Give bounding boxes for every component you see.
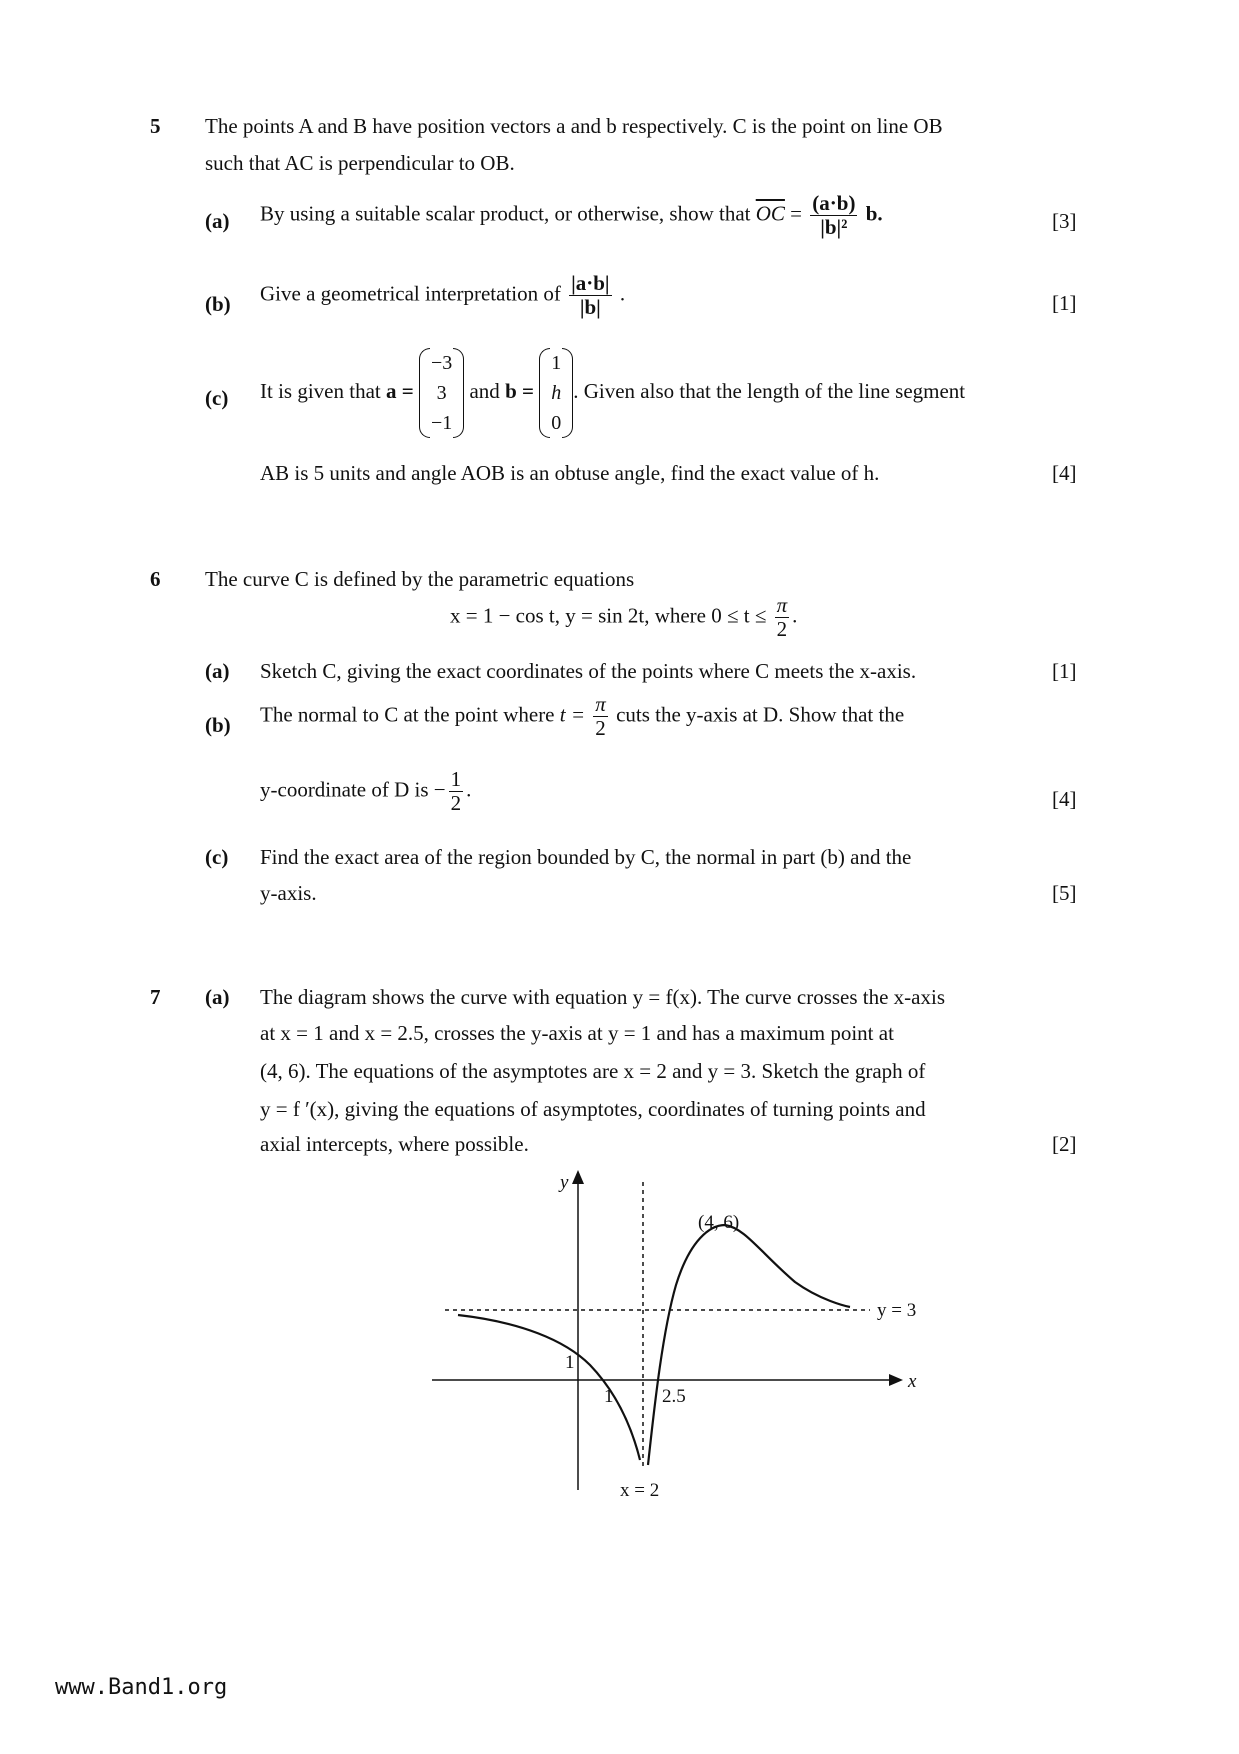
q7a-line: The diagram shows the curve with equation y = f(x). The curve crosses the x-axis	[260, 985, 946, 1009]
q5a-frac-num: (a·b)	[812, 191, 856, 215]
q5c-text-end: . Given also that the length of the line segment	[573, 378, 966, 403]
q6-intro: The curve C is defined by the parametric equations	[205, 567, 635, 591]
q5c-b-comp: 1	[551, 352, 562, 374]
q5a-frac-den: |b|²	[820, 215, 848, 240]
q6b-t-eq: t =	[559, 702, 586, 727]
q6b-ans-den: 2	[450, 791, 462, 816]
q5c-marks: [4]	[1052, 461, 1077, 485]
q5c-label: (c)	[205, 386, 229, 410]
q7a-marks: [2]	[1052, 1132, 1077, 1156]
q6b-frac-den: 2	[595, 716, 606, 741]
q5a-marks: [3]	[1052, 209, 1077, 233]
q5-number: 5	[150, 114, 161, 138]
q5b-marks: [1]	[1052, 291, 1077, 315]
q5c-line2: AB is 5 units and angle AOB is an obtuse angle, find the exact value of h.	[260, 461, 880, 485]
q5c-b-comp: 0	[551, 412, 562, 434]
q5b-statement: Give a geometrical interpretation of	[260, 281, 561, 306]
graph-horizontal-asymptote-label: y = 3	[877, 1300, 917, 1321]
q6a-marks: [1]	[1052, 659, 1077, 683]
q5c-and: and	[469, 378, 500, 403]
q5c-a-comp: −1	[430, 412, 453, 434]
q5c-b-var: b =	[505, 378, 534, 403]
q6-eq-frac-den: 2	[776, 617, 788, 642]
curve-right-branch	[648, 1225, 850, 1465]
q5a-statement: By using a suitable scalar product, or otherwise, show that	[260, 201, 751, 226]
q6-eq-end: .	[792, 603, 798, 628]
graph-y-axis-label: y	[560, 1172, 569, 1193]
graph-vertical-asymptote-label: x = 2	[620, 1480, 660, 1501]
q5c-a-var: a =	[385, 378, 414, 403]
y-axis-arrow-icon	[572, 1170, 584, 1184]
q6b-frac-num: π	[595, 692, 606, 716]
q5b-frac-den: |b|	[579, 295, 601, 320]
q7a-line: (4, 6). The equations of the asymptotes are x = 2 and y = 3. Sketch the graph of	[260, 1059, 926, 1083]
x-axis-arrow-icon	[889, 1374, 903, 1386]
q7a-line: axial intercepts, where possible.	[260, 1132, 529, 1156]
q6-number: 6	[150, 567, 161, 591]
q6b-text2: cuts the y-axis at D. Show that the	[616, 702, 905, 727]
q7a-line: y = f ′(x), giving the equations of asymptotes, coordinates of turning points and	[260, 1097, 926, 1121]
q6c-marks: [5]	[1052, 881, 1077, 905]
graph-x-intercept-label: 1	[604, 1386, 614, 1407]
q5a-label: (a)	[205, 209, 230, 233]
graph-x-intercept-label: 2.5	[662, 1386, 686, 1407]
q5b-label: (b)	[205, 292, 231, 316]
q6a-label: (a)	[205, 659, 230, 683]
q5a-equals: =	[790, 201, 803, 226]
q6b-line2-text: y-coordinate of D is	[260, 777, 429, 802]
q6b-end: .	[466, 777, 472, 802]
graph-x-axis-label: x	[908, 1371, 917, 1392]
graph-y-intercept-label: 1	[565, 1352, 575, 1373]
q6-equation-text: x = 1 − cos t, y = sin 2t, where 0 ≤ t ≤	[450, 603, 767, 628]
q5-intro-line1: The points A and B have position vectors a and b respectively. C is the point on line OB	[205, 114, 943, 138]
graph-max-label: (4, 6)	[698, 1212, 740, 1233]
q5b-after: .	[619, 281, 626, 306]
q6b-ans-num: 1	[450, 767, 462, 791]
q5a-after: b.	[865, 201, 883, 226]
q5-intro-line2: such that AC is perpendicular to OB.	[205, 151, 515, 175]
q6b-marks: [4]	[1052, 787, 1077, 811]
q7a-label: (a)	[205, 985, 230, 1009]
q7a-line: at x = 1 and x = 2.5, crosses the y-axis at y = 1 and has a maximum point at	[260, 1021, 894, 1045]
q5a-lhs: $\overline{OC}$	[755, 201, 785, 226]
q6b-minus: −	[433, 777, 446, 802]
q6b-label: (b)	[205, 713, 231, 737]
q5b-frac-num: |a·b|	[571, 271, 610, 295]
q5c-a-comp: −3	[430, 352, 453, 374]
q5c-b-comp: h	[551, 382, 562, 404]
q5c-given: It is given that	[260, 378, 381, 403]
q6-eq-frac-num: π	[776, 593, 788, 617]
q5c-a-comp: 3	[436, 382, 447, 404]
q6c-label: (c)	[205, 845, 229, 869]
q7-number: 7	[150, 985, 161, 1009]
q6b-text1: The normal to C at the point where	[260, 702, 555, 727]
q6a-text: Sketch C, giving the exact coordinates of the points where C meets the x-axis.	[260, 659, 917, 683]
q6c-line1: Find the exact area of the region bounded by C, the normal in part (b) and the	[260, 845, 912, 869]
footer-url: www.Band1.org	[55, 1675, 228, 1700]
q6c-line2: y-axis.	[260, 881, 317, 905]
